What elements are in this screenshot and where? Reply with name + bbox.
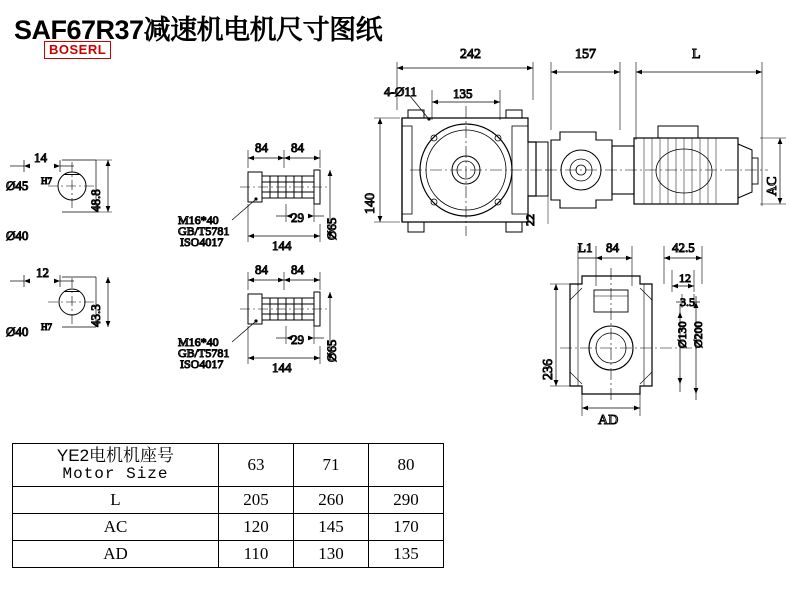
dim-h-bot-b: 84 [291, 262, 304, 277]
dim-gearbox-inner: 135 [453, 86, 473, 101]
dim-h-bot-dia: Ø65 [324, 339, 339, 362]
dim-h-top-b: 84 [291, 140, 304, 155]
table-cell-AC-80: 170 [369, 514, 444, 541]
dim-flange-top: Ø40 [6, 228, 29, 243]
bolt-std1-bottom: GB/T5781 [178, 346, 230, 360]
dim-bore-bottom: Ø40 [6, 324, 29, 339]
dim-h-bot-a: 84 [255, 262, 268, 277]
table-size-1: 71 [294, 444, 369, 487]
hollow-shaft-view-top [232, 150, 332, 242]
dim-h-bot-c: 29 [291, 332, 304, 347]
dim-AC: AC [765, 176, 780, 196]
dim-shaft-height-bottom: 43.3 [88, 304, 103, 327]
dim-236: 236 [541, 359, 556, 380]
dim-AD: AD [598, 413, 619, 428]
motor-size-table [12, 443, 444, 568]
dim-bore-top: Ø45 [6, 178, 29, 193]
table-size-0: 63 [219, 444, 294, 487]
dim-42-5: 42.5 [672, 240, 695, 255]
dim-key-width-top: 14 [34, 150, 47, 165]
dim-shaft-height-top: 48.8 [88, 189, 103, 212]
table-cell-AD-71: 130 [294, 541, 369, 568]
motor-side-view [545, 62, 786, 208]
dim-offset-22: 22 [523, 214, 537, 226]
dim-h-top-dia: Ø65 [324, 217, 339, 240]
bolt-std1-top: GB/T5781 [178, 224, 230, 238]
table-cell-L-80: 290 [369, 487, 444, 514]
dim-dia200: Ø200 [691, 321, 705, 348]
dim-bore-bottom-tol: H7 [41, 322, 52, 332]
dim-3-5: 3.5 [680, 295, 695, 309]
table-row [13, 541, 444, 568]
table-cell-AD-80: 135 [369, 541, 444, 568]
table-cell-AC-63: 120 [219, 514, 294, 541]
dim-L1: L1 [578, 240, 593, 255]
table-size-2: 80 [369, 444, 444, 487]
table-row-header [13, 444, 444, 487]
dim-84-end: 84 [606, 240, 619, 255]
table-header-en: Motor Size [62, 465, 169, 483]
dim-h-top-total: 144 [272, 238, 292, 253]
table-cell-AC-71: 145 [294, 514, 369, 541]
dim-157: 157 [575, 47, 596, 62]
dim-key-width-bottom: 12 [36, 265, 49, 280]
table-header-label [13, 444, 219, 487]
table-row-label-AC: AC [13, 514, 219, 541]
dim-dia130: Ø130 [675, 321, 689, 348]
dim-mount-holes: 4-Ø11 [384, 84, 417, 99]
table-row [13, 487, 444, 514]
dim-h-top-c: 29 [291, 210, 304, 225]
table-cell-L-71: 260 [294, 487, 369, 514]
dim-gearbox-height: 140 [363, 193, 378, 214]
dim-h-bot-total: 144 [272, 360, 292, 375]
table-cell-L-63: 205 [219, 487, 294, 514]
hollow-shaft-view-bottom [232, 272, 332, 364]
page-title: SAF67R37减速机电机尺寸图纸 [14, 15, 383, 45]
dim-12-end: 12 [679, 271, 691, 285]
dim-gearbox-width: 242 [460, 47, 481, 62]
table-row-label-L: L [13, 487, 219, 514]
bolt-std2-top: ISO4017 [180, 235, 224, 249]
table-header-cn: YE2电机机座号 [56, 446, 175, 465]
dim-bore-top-tol: H7 [41, 176, 52, 186]
table-row-label-AD: AD [13, 541, 219, 568]
table-cell-AD-63: 110 [219, 541, 294, 568]
table-row [13, 514, 444, 541]
dim-L: L [692, 47, 701, 62]
bolt-spec-top: M16*40 [178, 213, 219, 227]
bolt-std2-bottom: ISO4017 [180, 357, 224, 371]
dim-h-top-a: 84 [255, 140, 268, 155]
brand-logo: BOSERL [44, 41, 111, 59]
bolt-spec-bottom: M16*40 [178, 335, 219, 349]
